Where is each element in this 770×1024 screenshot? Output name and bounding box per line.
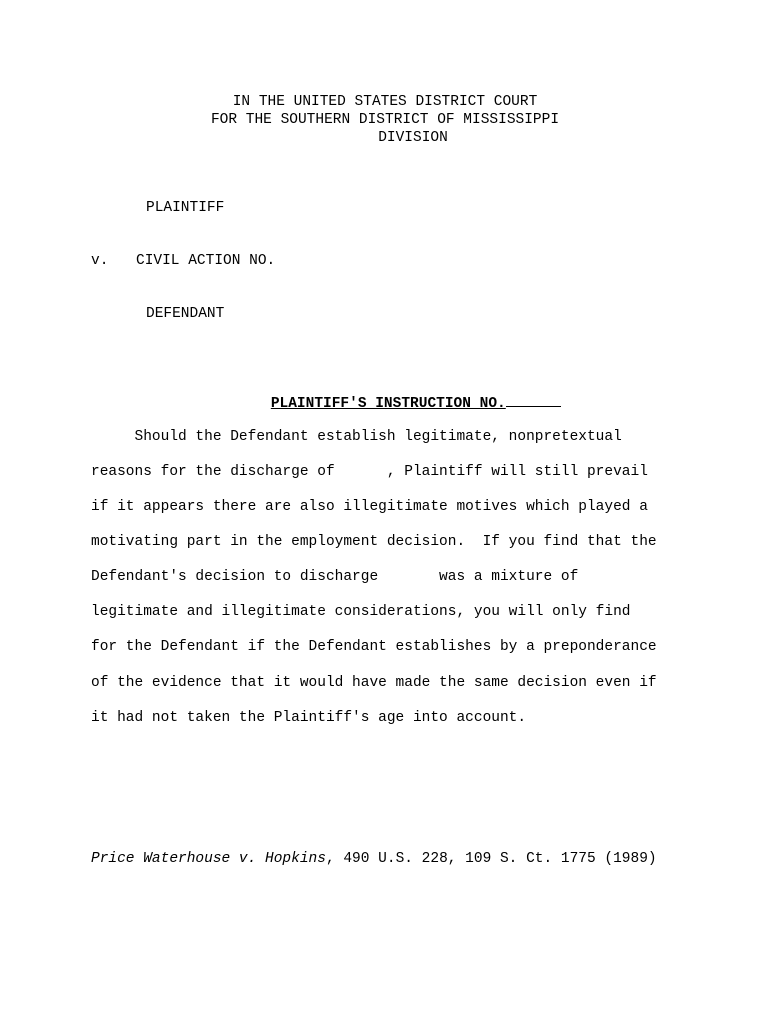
versus-label: v. xyxy=(91,253,109,269)
instruction-line-9: it had not taken the Plaintiff's age into account. xyxy=(91,710,527,726)
instruction-line-6: legitimate and illegitimate considerations, you will only find xyxy=(91,604,631,620)
instruction-line-5: Defendant's decision to discharge was a mixture of xyxy=(91,569,579,585)
court-name-line-1: IN THE UNITED STATES DISTRICT COURT xyxy=(232,94,538,110)
instruction-line-1: Should the Defendant establish legitimate, nonpretextual xyxy=(91,429,622,445)
instruction-title: PLAINTIFF'S INSTRUCTION NO. xyxy=(270,396,506,412)
instruction-heading xyxy=(236,375,561,431)
citation-reference: , 490 U.S. 228, 109 S. Ct. 1775 (1989) xyxy=(325,851,657,867)
instruction-line-8: of the evidence that it would have made the same decision even if xyxy=(91,675,657,691)
plaintiff-label: PLAINTIFF xyxy=(146,200,225,216)
defendant-label: DEFENDANT xyxy=(146,306,225,322)
instruction-line-4: motivating part in the employment decision. If you find that the xyxy=(91,534,657,550)
civil-action-label: CIVIL ACTION NO. xyxy=(136,253,276,269)
instruction-line-7: for the Defendant if the Defendant establishes by a preponderance xyxy=(91,639,657,655)
citation xyxy=(91,850,657,868)
instruction-number-blank xyxy=(506,393,561,407)
instruction-line-2: reasons for the discharge of , Plaintiff will still prevail xyxy=(91,464,648,480)
citation-case-name: Price Waterhouse v. Hopkins xyxy=(91,851,326,867)
court-name-line-2: FOR THE SOUTHERN DISTRICT OF MISSISSIPPI xyxy=(210,112,560,128)
court-division-line: DIVISION xyxy=(378,130,448,146)
instruction-line-3: if it appears there are also illegitimate motives which played a xyxy=(91,499,648,515)
